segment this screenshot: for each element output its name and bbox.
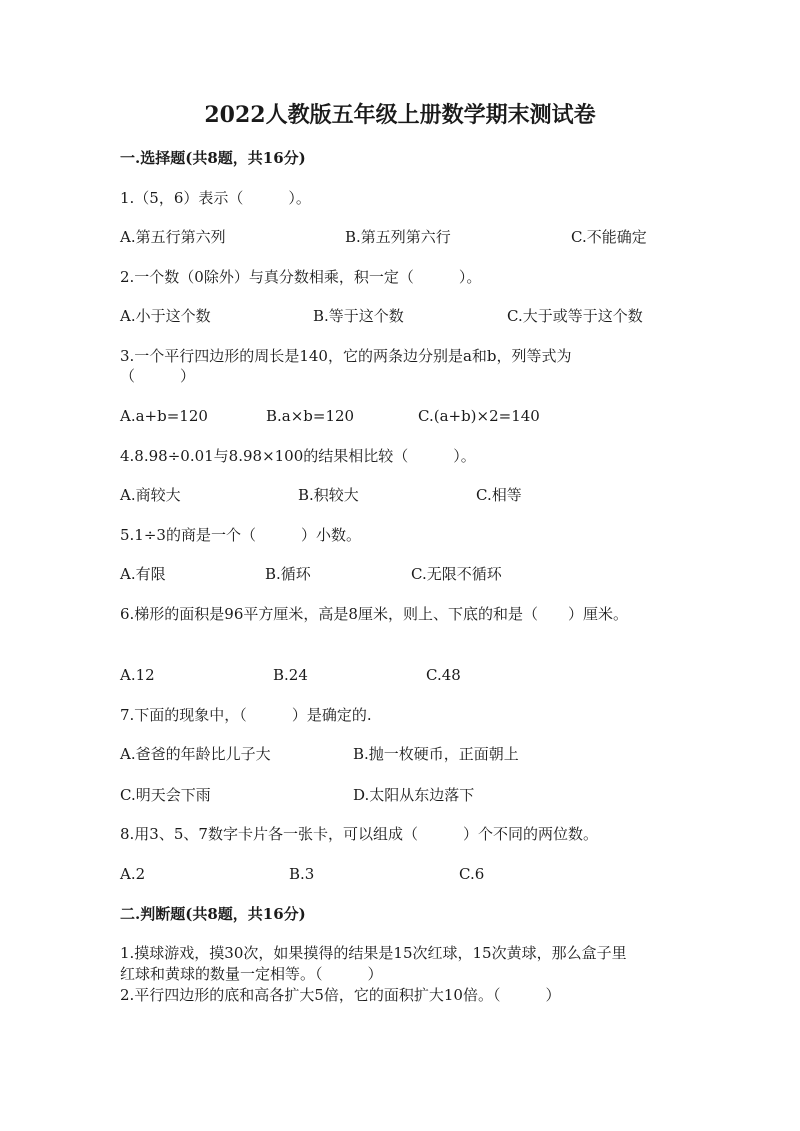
- question-7-option-b: B.抛一枚硬币，正面朝上: [353, 745, 519, 763]
- question-8-option-c: C.6: [459, 865, 485, 883]
- question-1-stem: 1.（5，6）表示（ ）。: [120, 189, 311, 207]
- question-6-stem: 6.梯形的面积是96平方厘米，高是8厘米，则上、下底的和是（ ）厘米。: [120, 605, 628, 623]
- question-6-option-b: B.24: [273, 666, 308, 684]
- judgement-2-line-1: 2.平行四边形的底和高各扩大5倍，它的面积扩大10倍。（ ）: [120, 986, 561, 1004]
- question-1-option-c: C.不能确定: [571, 228, 647, 246]
- question-4-option-c: C.相等: [476, 486, 522, 504]
- question-3-option-a: A.a+b=120: [120, 407, 208, 425]
- question-4-option-b: B.积较大: [298, 486, 359, 504]
- question-5-option-c: C.无限不循环: [411, 565, 502, 583]
- question-3-option-b: B.a×b=120: [266, 407, 355, 425]
- question-7-option-a: A.爸爸的年龄比儿子大: [120, 745, 271, 763]
- question-8-stem: 8.用3、5、7数字卡片各一张卡，可以组成（ ）个不同的两位数。: [120, 825, 598, 843]
- judgement-1-line-1: 1.摸球游戏，摸30次，如果摸得的结果是15次红球，15次黄球，那么盒子里: [120, 944, 627, 962]
- question-5-stem: 5.1÷3的商是一个（ ）小数。: [120, 526, 361, 544]
- question-4-option-a: A.商较大: [120, 486, 181, 504]
- page-title: 2022人教版五年级上册数学期末测试卷: [204, 102, 596, 128]
- question-2-option-c: C.大于或等于这个数: [507, 307, 643, 325]
- question-2-option-a: A.小于这个数: [120, 307, 211, 325]
- question-2-stem: 2.一个数（0除外）与真分数相乘，积一定（ ）。: [120, 268, 482, 286]
- question-7-option-d: D.太阳从东边落下: [353, 786, 475, 804]
- question-3-stem-continued: （ ）: [120, 367, 196, 385]
- question-2-option-b: B.等于这个数: [313, 307, 404, 325]
- question-3-option-c: C.(a+b)×2=140: [418, 407, 540, 425]
- question-7-stem: 7.下面的现象中，（ ）是确定的.: [120, 706, 372, 724]
- question-4-stem: 4.8.98÷0.01与8.98×100的结果相比较（ ）。: [120, 447, 476, 465]
- question-3-stem: 3.一个平行四边形的周长是140，它的两条边分别是a和b，列等式为: [120, 347, 572, 365]
- question-8-option-b: B.3: [289, 865, 315, 883]
- section-heading-judgement: 二.判断题(共8题，共16分): [120, 905, 306, 923]
- section-heading-choice: 一.选择题(共8题，共16分): [120, 149, 306, 167]
- question-7-option-c: C.明天会下雨: [120, 786, 211, 804]
- question-6-option-c: C.48: [426, 666, 461, 684]
- question-5-option-b: B.循环: [265, 565, 311, 583]
- question-1-option-a: A.第五行第六列: [120, 228, 226, 246]
- question-8-option-a: A.2: [120, 865, 146, 883]
- question-6-option-a: A.12: [120, 666, 155, 684]
- question-5-option-a: A.有限: [120, 565, 166, 583]
- judgement-1-line-2: 红球和黄球的数量一定相等。（ ）: [120, 965, 383, 983]
- question-1-option-b: B.第五列第六行: [345, 228, 451, 246]
